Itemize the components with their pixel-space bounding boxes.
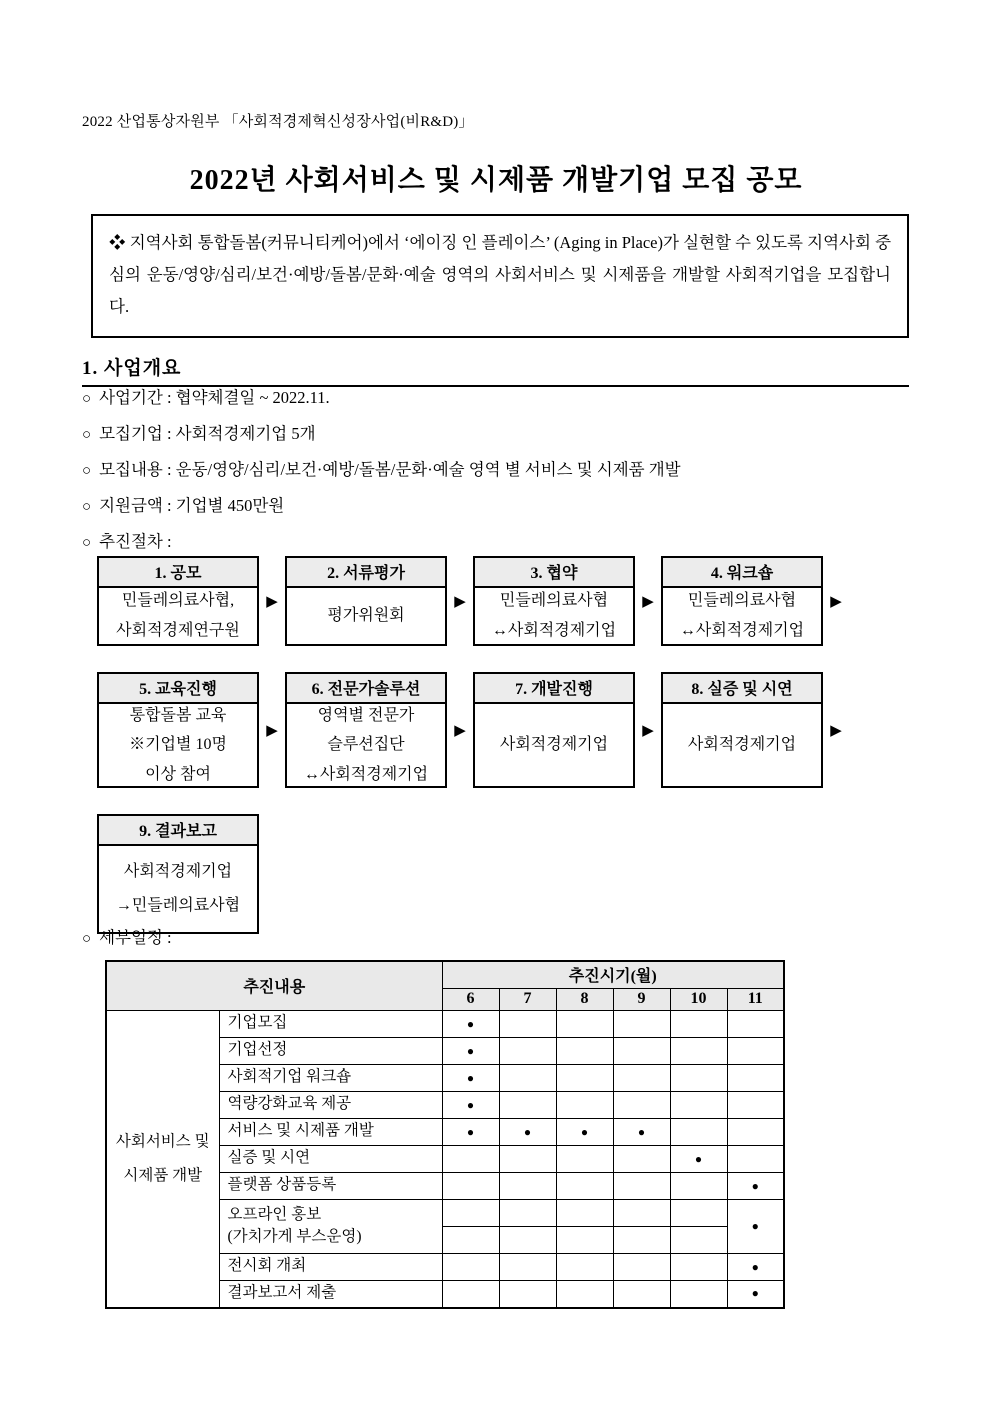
month-cell xyxy=(499,1065,556,1092)
month-cell xyxy=(727,1011,784,1038)
notice-box xyxy=(91,214,909,338)
activity-cell: 역량강화교육 제공 xyxy=(219,1092,442,1119)
step-body xyxy=(99,588,257,644)
month-cell xyxy=(670,1065,727,1092)
month-cell xyxy=(670,1281,727,1308)
arrow-right-icon: ▶ xyxy=(266,592,278,610)
month-cell xyxy=(499,1173,556,1200)
month-cell xyxy=(556,1065,613,1092)
month-cell xyxy=(613,1146,670,1173)
month-cell xyxy=(556,1011,613,1038)
step-body xyxy=(663,704,821,786)
arrow-right-icon: ▶ xyxy=(830,721,842,739)
month-cell: ● xyxy=(442,1092,499,1119)
month-cell xyxy=(670,1173,727,1200)
activity-cell: 기업모집 xyxy=(219,1011,442,1038)
activity-cell: 기업선정 xyxy=(219,1038,442,1065)
activity-cell: 결과보고서 제출 xyxy=(219,1281,442,1308)
bullet-text: 세부일정 : xyxy=(99,928,172,947)
process-step-7 xyxy=(473,672,635,788)
category-cell: 사회서비스 및 시제품 개발 xyxy=(106,1011,219,1308)
bullet-item-funding xyxy=(82,496,922,517)
month-cell xyxy=(727,1038,784,1065)
bullet-text: 모집기업 : 사회적경제기업 5개 xyxy=(99,424,316,443)
month-header: 10 xyxy=(670,989,727,1011)
process-step-6 xyxy=(285,672,447,788)
month-cell xyxy=(613,1173,670,1200)
month-cell xyxy=(613,1092,670,1119)
month-cell xyxy=(613,1038,670,1065)
step-body-line: ↔사회적경제기업 xyxy=(303,765,429,783)
step-title: 5. 교육진행 xyxy=(99,674,257,704)
step-body xyxy=(287,588,445,644)
flow-row-3 xyxy=(97,814,897,934)
flow-row-2 xyxy=(97,672,897,788)
step-title: 4. 워크숍 xyxy=(663,558,821,588)
arrow-right-icon: ▶ xyxy=(642,721,654,739)
month-cell xyxy=(499,1092,556,1119)
step-title: 9. 결과보고 xyxy=(99,816,257,846)
process-step-4 xyxy=(661,556,823,646)
step-title: 3. 협약 xyxy=(475,558,633,588)
step-body-line: ↔사회적경제기업 xyxy=(679,622,805,639)
activity-cell: 전시회 개최 xyxy=(219,1254,442,1281)
arrow-right-icon: ▶ xyxy=(454,721,466,739)
bullet-item-content xyxy=(82,460,922,481)
month-cell xyxy=(442,1146,499,1173)
month-header: 8 xyxy=(556,989,613,1011)
month-cell xyxy=(670,1200,727,1227)
month-cell xyxy=(442,1227,499,1254)
month-cell xyxy=(499,1200,556,1227)
bullet-text: 사업기간 : 협약체결일 ~ 2022.11. xyxy=(99,388,330,407)
month-cell xyxy=(499,1011,556,1038)
month-cell: ● xyxy=(727,1200,784,1254)
table-header-row xyxy=(106,961,784,989)
month-cell: ● xyxy=(499,1119,556,1146)
month-cell xyxy=(613,1227,670,1254)
month-cell: ● xyxy=(727,1173,784,1200)
overview-bullet-list xyxy=(82,388,922,568)
activity-line: (가치가게 부스운영) xyxy=(227,1228,362,1245)
header-period: 추진시기(월) xyxy=(442,961,784,989)
month-cell: ● xyxy=(727,1254,784,1281)
activity-cell: 서비스 및 시제품 개발 xyxy=(219,1119,442,1146)
bullet-item-procedure xyxy=(82,532,922,553)
month-cell xyxy=(727,1119,784,1146)
month-cell xyxy=(442,1281,499,1308)
schedule-table xyxy=(105,960,785,1309)
month-cell xyxy=(556,1200,613,1227)
table-row xyxy=(106,1011,784,1038)
month-cell xyxy=(556,1173,613,1200)
activity-cell: 실증 및 시연 xyxy=(219,1146,442,1173)
step-body-line: 슬루션집단 xyxy=(327,736,405,754)
step-title: 1. 공모 xyxy=(99,558,257,588)
month-header: 11 xyxy=(727,989,784,1011)
month-header: 6 xyxy=(442,989,499,1011)
process-step-1 xyxy=(97,556,259,646)
step-body xyxy=(475,588,633,644)
month-cell xyxy=(727,1065,784,1092)
month-cell xyxy=(556,1146,613,1173)
activity-cell xyxy=(219,1200,442,1254)
month-cell xyxy=(727,1146,784,1173)
program-label: 2022 산업통상자원부 「사회적경제혁신성장사업(비R&D)」 xyxy=(82,114,474,130)
arrow-right-icon: ▶ xyxy=(266,721,278,739)
month-cell xyxy=(442,1173,499,1200)
step-body-line: ※기업별 10명 xyxy=(129,736,227,754)
step-body xyxy=(475,704,633,786)
month-cell xyxy=(499,1254,556,1281)
month-cell xyxy=(556,1281,613,1308)
step-body xyxy=(99,846,257,932)
month-cell xyxy=(670,1011,727,1038)
header-content: 추진내용 xyxy=(106,961,442,1011)
process-step-2 xyxy=(285,556,447,646)
step-body-line: →민들레의료사협 xyxy=(115,897,241,914)
activity-cell: 플랫폼 상품등록 xyxy=(219,1173,442,1200)
process-step-8 xyxy=(661,672,823,788)
circle-bullet-icon: ○ xyxy=(82,535,92,551)
section-heading-overview: 1. 사업개요 xyxy=(82,353,909,387)
month-cell xyxy=(499,1038,556,1065)
month-cell xyxy=(613,1200,670,1227)
month-cell: ● xyxy=(670,1146,727,1173)
month-cell xyxy=(442,1254,499,1281)
step-body xyxy=(287,704,445,786)
activity-line: 오프라인 홍보 xyxy=(227,1205,322,1223)
circle-bullet-icon: ○ xyxy=(82,427,92,443)
month-cell xyxy=(670,1119,727,1146)
step-title: 6. 전문가솔루션 xyxy=(287,674,445,704)
month-cell: ● xyxy=(442,1011,499,1038)
month-cell xyxy=(613,1065,670,1092)
month-cell xyxy=(613,1011,670,1038)
notice-marker-icon: ❖ xyxy=(109,233,126,252)
month-cell: ● xyxy=(442,1038,499,1065)
month-cell xyxy=(613,1281,670,1308)
bullet-item-target xyxy=(82,424,922,445)
bullet-item-schedule xyxy=(82,928,172,949)
arrow-right-icon: ▶ xyxy=(454,592,466,610)
bullet-text: 모집내용 : 운동/영양/심리/보건·예방/돌봄/문화·예술 영역 별 서비스 및 시제품 개발 xyxy=(99,460,681,479)
month-header: 9 xyxy=(613,989,670,1011)
bullet-item-period xyxy=(82,388,922,409)
month-cell xyxy=(499,1281,556,1308)
process-step-3 xyxy=(473,556,635,646)
month-cell xyxy=(442,1200,499,1227)
step-body xyxy=(663,588,821,644)
month-cell xyxy=(670,1227,727,1254)
month-cell: ● xyxy=(613,1119,670,1146)
month-cell xyxy=(499,1146,556,1173)
step-body xyxy=(99,704,257,786)
circle-bullet-icon: ○ xyxy=(82,463,92,479)
bullet-text: 추진절차 : xyxy=(99,532,172,551)
month-cell xyxy=(727,1092,784,1119)
month-cell: ● xyxy=(442,1119,499,1146)
step-title: 8. 실증 및 시연 xyxy=(663,674,821,704)
month-cell xyxy=(670,1254,727,1281)
process-step-5 xyxy=(97,672,259,788)
step-body-line: 사회적경제기업 xyxy=(687,736,797,754)
process-step-9 xyxy=(97,814,259,934)
month-cell: ● xyxy=(442,1065,499,1092)
step-body-line: 민들레의료사협 xyxy=(687,591,797,609)
month-cell: ● xyxy=(556,1119,613,1146)
process-flowchart xyxy=(97,556,897,934)
step-body-line: 사회적경제기업 xyxy=(123,863,233,881)
page-title: 2022년 사회서비스 및 시제품 개발기업 모집 공모 xyxy=(189,165,803,196)
step-body-line: 민들레의료사협, xyxy=(121,591,235,609)
month-cell xyxy=(556,1227,613,1254)
step-title: 2. 서류평가 xyxy=(287,558,445,588)
circle-bullet-icon: ○ xyxy=(82,499,92,515)
month-cell xyxy=(499,1227,556,1254)
month-cell xyxy=(556,1254,613,1281)
step-title: 7. 개발진행 xyxy=(475,674,633,704)
arrow-right-icon: ▶ xyxy=(830,592,842,610)
step-body-line: 이상 참여 xyxy=(145,765,211,783)
step-body-line: 영역별 전문가 xyxy=(317,706,415,724)
circle-bullet-icon: ○ xyxy=(82,931,92,947)
schedule-table-container xyxy=(105,960,785,1309)
bullet-text: 지원금액 : 기업별 450만원 xyxy=(99,496,285,515)
step-body-line: 평가위원회 xyxy=(327,606,405,624)
circle-bullet-icon: ○ xyxy=(82,391,92,407)
month-cell xyxy=(556,1092,613,1119)
step-body-line: 민들레의료사협 xyxy=(499,591,609,609)
arrow-right-icon: ▶ xyxy=(642,592,654,610)
month-cell xyxy=(670,1038,727,1065)
month-cell xyxy=(556,1038,613,1065)
flow-row-1 xyxy=(97,556,897,646)
step-body-line: 사회적경제연구원 xyxy=(116,622,240,639)
step-body-line: ↔사회적경제기업 xyxy=(491,622,617,639)
step-body-line: 사회적경제기업 xyxy=(499,736,609,754)
month-cell xyxy=(613,1254,670,1281)
step-body-line: 통합돌봄 교육 xyxy=(129,706,227,724)
month-header: 7 xyxy=(499,989,556,1011)
notice-text: 지역사회 통합돌봄(커뮤니티케어)에서 ‘에이징 인 플레이스’ (Aging in Place)가 실현할 수 있도록 지역사회 중심의 운동/영양/심리/보건·예방/돌봄/문화·예술 영역의 사회서비스 및 시제품을 개발할 사회적기업을 모집합니다. xyxy=(109,233,892,317)
activity-cell: 사회적기업 워크숍 xyxy=(219,1065,442,1092)
month-cell: ● xyxy=(727,1281,784,1308)
month-cell xyxy=(670,1092,727,1119)
